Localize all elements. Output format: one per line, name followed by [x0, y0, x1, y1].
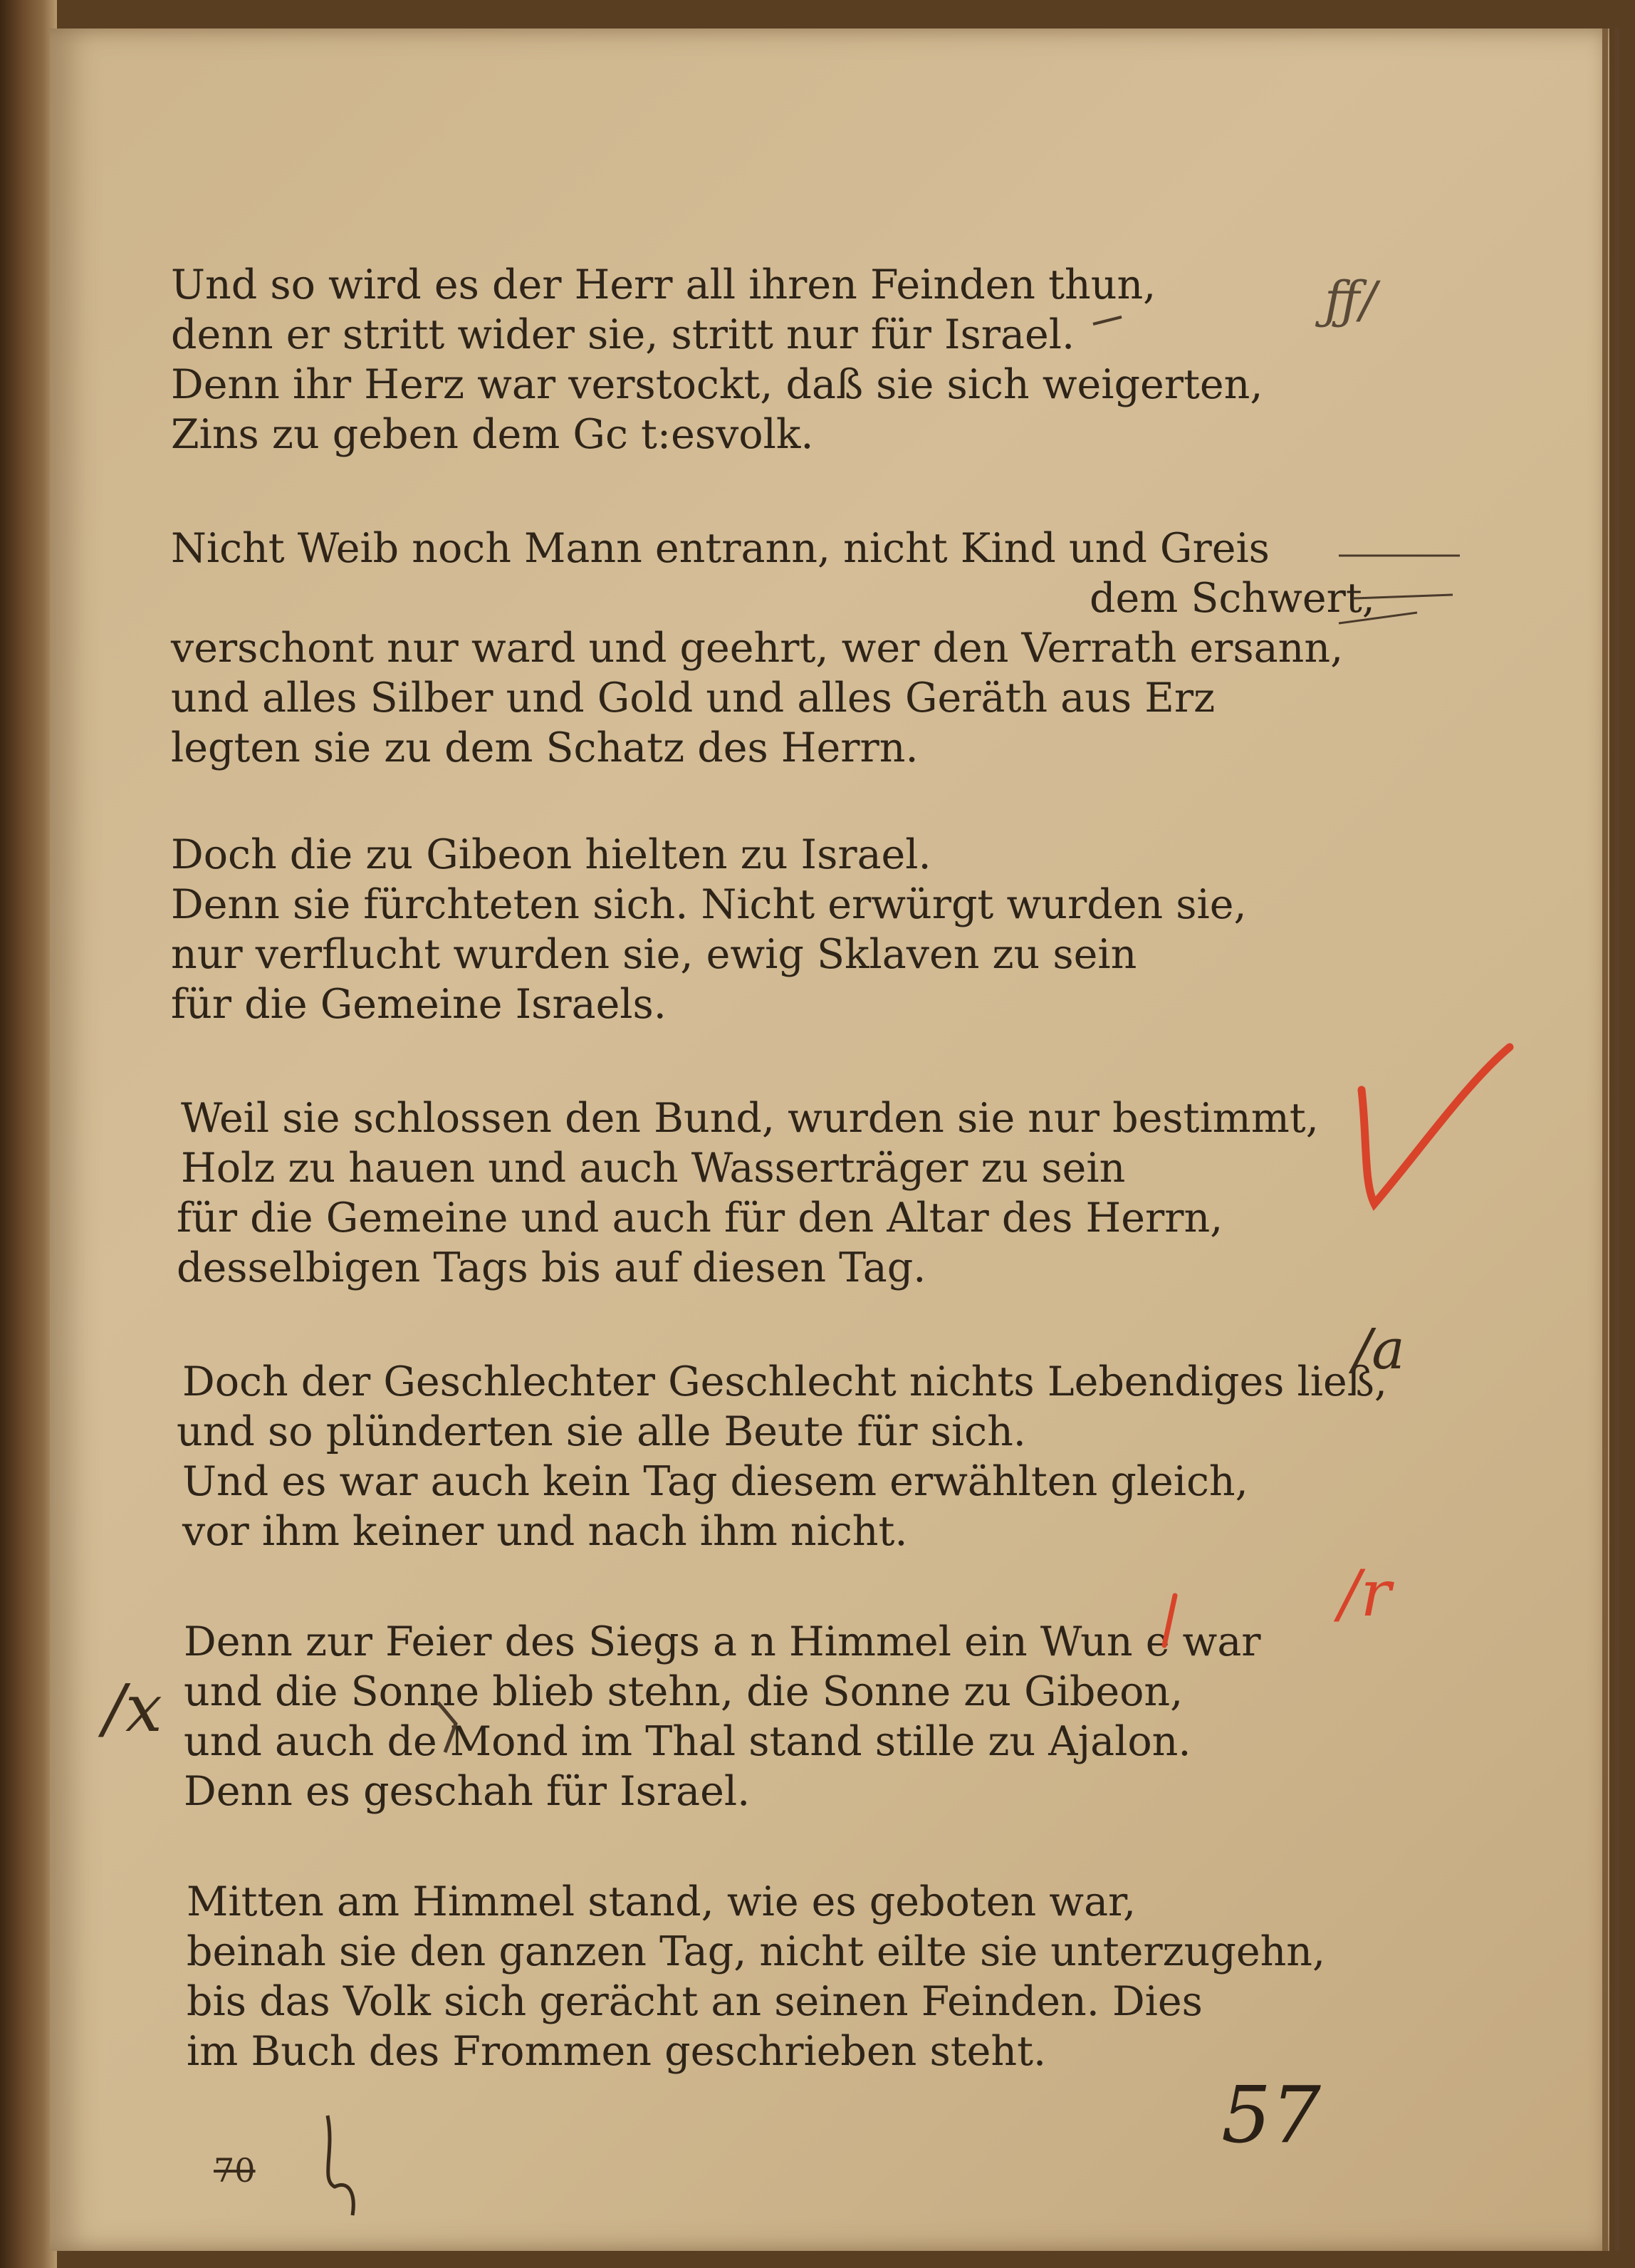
poem-line: denn er stritt wider sie, stritt nur für Israel. — [171, 311, 1075, 358]
margin-note-top: ƒƒ/ — [1325, 271, 1377, 329]
poem-line: Nicht Weib noch Mann entrann, nicht Kind und Greis — [171, 525, 1270, 572]
old-page-number: 70 — [214, 2151, 256, 2190]
margin-note-a: /a — [1353, 1318, 1405, 1382]
margin-note-x: /x — [103, 1670, 162, 1747]
poem-line: Denn es geschah für Israel. — [184, 1768, 751, 1815]
poem-line: im Buch des Frommen geschrieben steht. — [187, 2028, 1047, 2075]
poem-line: und auch de Mond im Thal stand stille zu Ajalon. — [184, 1718, 1191, 1765]
poem-line: Mitten am Himmel stand, wie es geboten war, — [187, 1878, 1137, 1925]
poem-line: verschont nur ward und geehrt, wer den Verrath ersann, — [171, 625, 1344, 672]
poem-line: beinah sie den ganzen Tag, nicht eilte sie unterzugehn, — [187, 1928, 1326, 1975]
poem-line: dem Schwert, — [1090, 575, 1375, 622]
poem-line: Doch der Geschlechter Geschlecht nichts Lebendiges ließ, — [182, 1358, 1387, 1405]
poem-line: Und es war auch kein Tag diesem erwählten gleich, — [182, 1458, 1248, 1505]
poem-line: Doch die zu Gibeon hielten zu Israel. — [171, 831, 931, 878]
poem-line: Zins zu geben dem Gc t:esvolk. — [171, 411, 814, 458]
poem-line: Und so wird es der Herr all ihren Feinden thun, — [171, 261, 1156, 308]
poem-line: Denn ihr Herz war verstockt, daß sie sich weigerten, — [171, 361, 1263, 408]
poem-line: und so plünderten sie alle Beute für sich. — [177, 1408, 1026, 1455]
poem-line: legten sie zu dem Schatz des Herrn. — [171, 724, 919, 771]
book-spine — [0, 0, 57, 2268]
page-edge — [1615, 28, 1619, 2251]
page-number: 57 — [1221, 2069, 1321, 2160]
page-edge — [1602, 28, 1608, 2251]
poem-line: und die Sonne blieb stehn, die Sonne zu Gibeon, — [184, 1668, 1184, 1715]
poem-line: nur verflucht wurden sie, ewig Sklaven zu sein — [171, 931, 1137, 978]
poem-line: Holz zu hauen und auch Wasserträger zu sein — [181, 1145, 1126, 1192]
poem-line: desselbigen Tags bis auf diesen Tag. — [177, 1244, 926, 1291]
poem-line: für die Gemeine und auch für den Altar des Herrn, — [177, 1195, 1223, 1242]
poem-line: Weil sie schlossen den Bund, wurden sie nur bestimmt, — [181, 1095, 1319, 1142]
margin-note-r: /r — [1339, 1556, 1391, 1631]
poem-line: und alles Silber und Gold und alles Geräth aus Erz — [171, 675, 1216, 722]
poem-line: Denn zur Feier des Siegs a n Himmel ein Wun e war — [184, 1618, 1261, 1665]
poem-line: vor ihm keiner und nach ihm nicht. — [182, 1508, 908, 1555]
poem-line: bis das Volk sich gerächt an seinen Feinden. Dies — [187, 1978, 1203, 2025]
poem-line: für die Gemeine Israels. — [171, 981, 667, 1028]
poem-line: Denn sie fürchteten sich. Nicht erwürgt wurden sie, — [171, 881, 1247, 928]
